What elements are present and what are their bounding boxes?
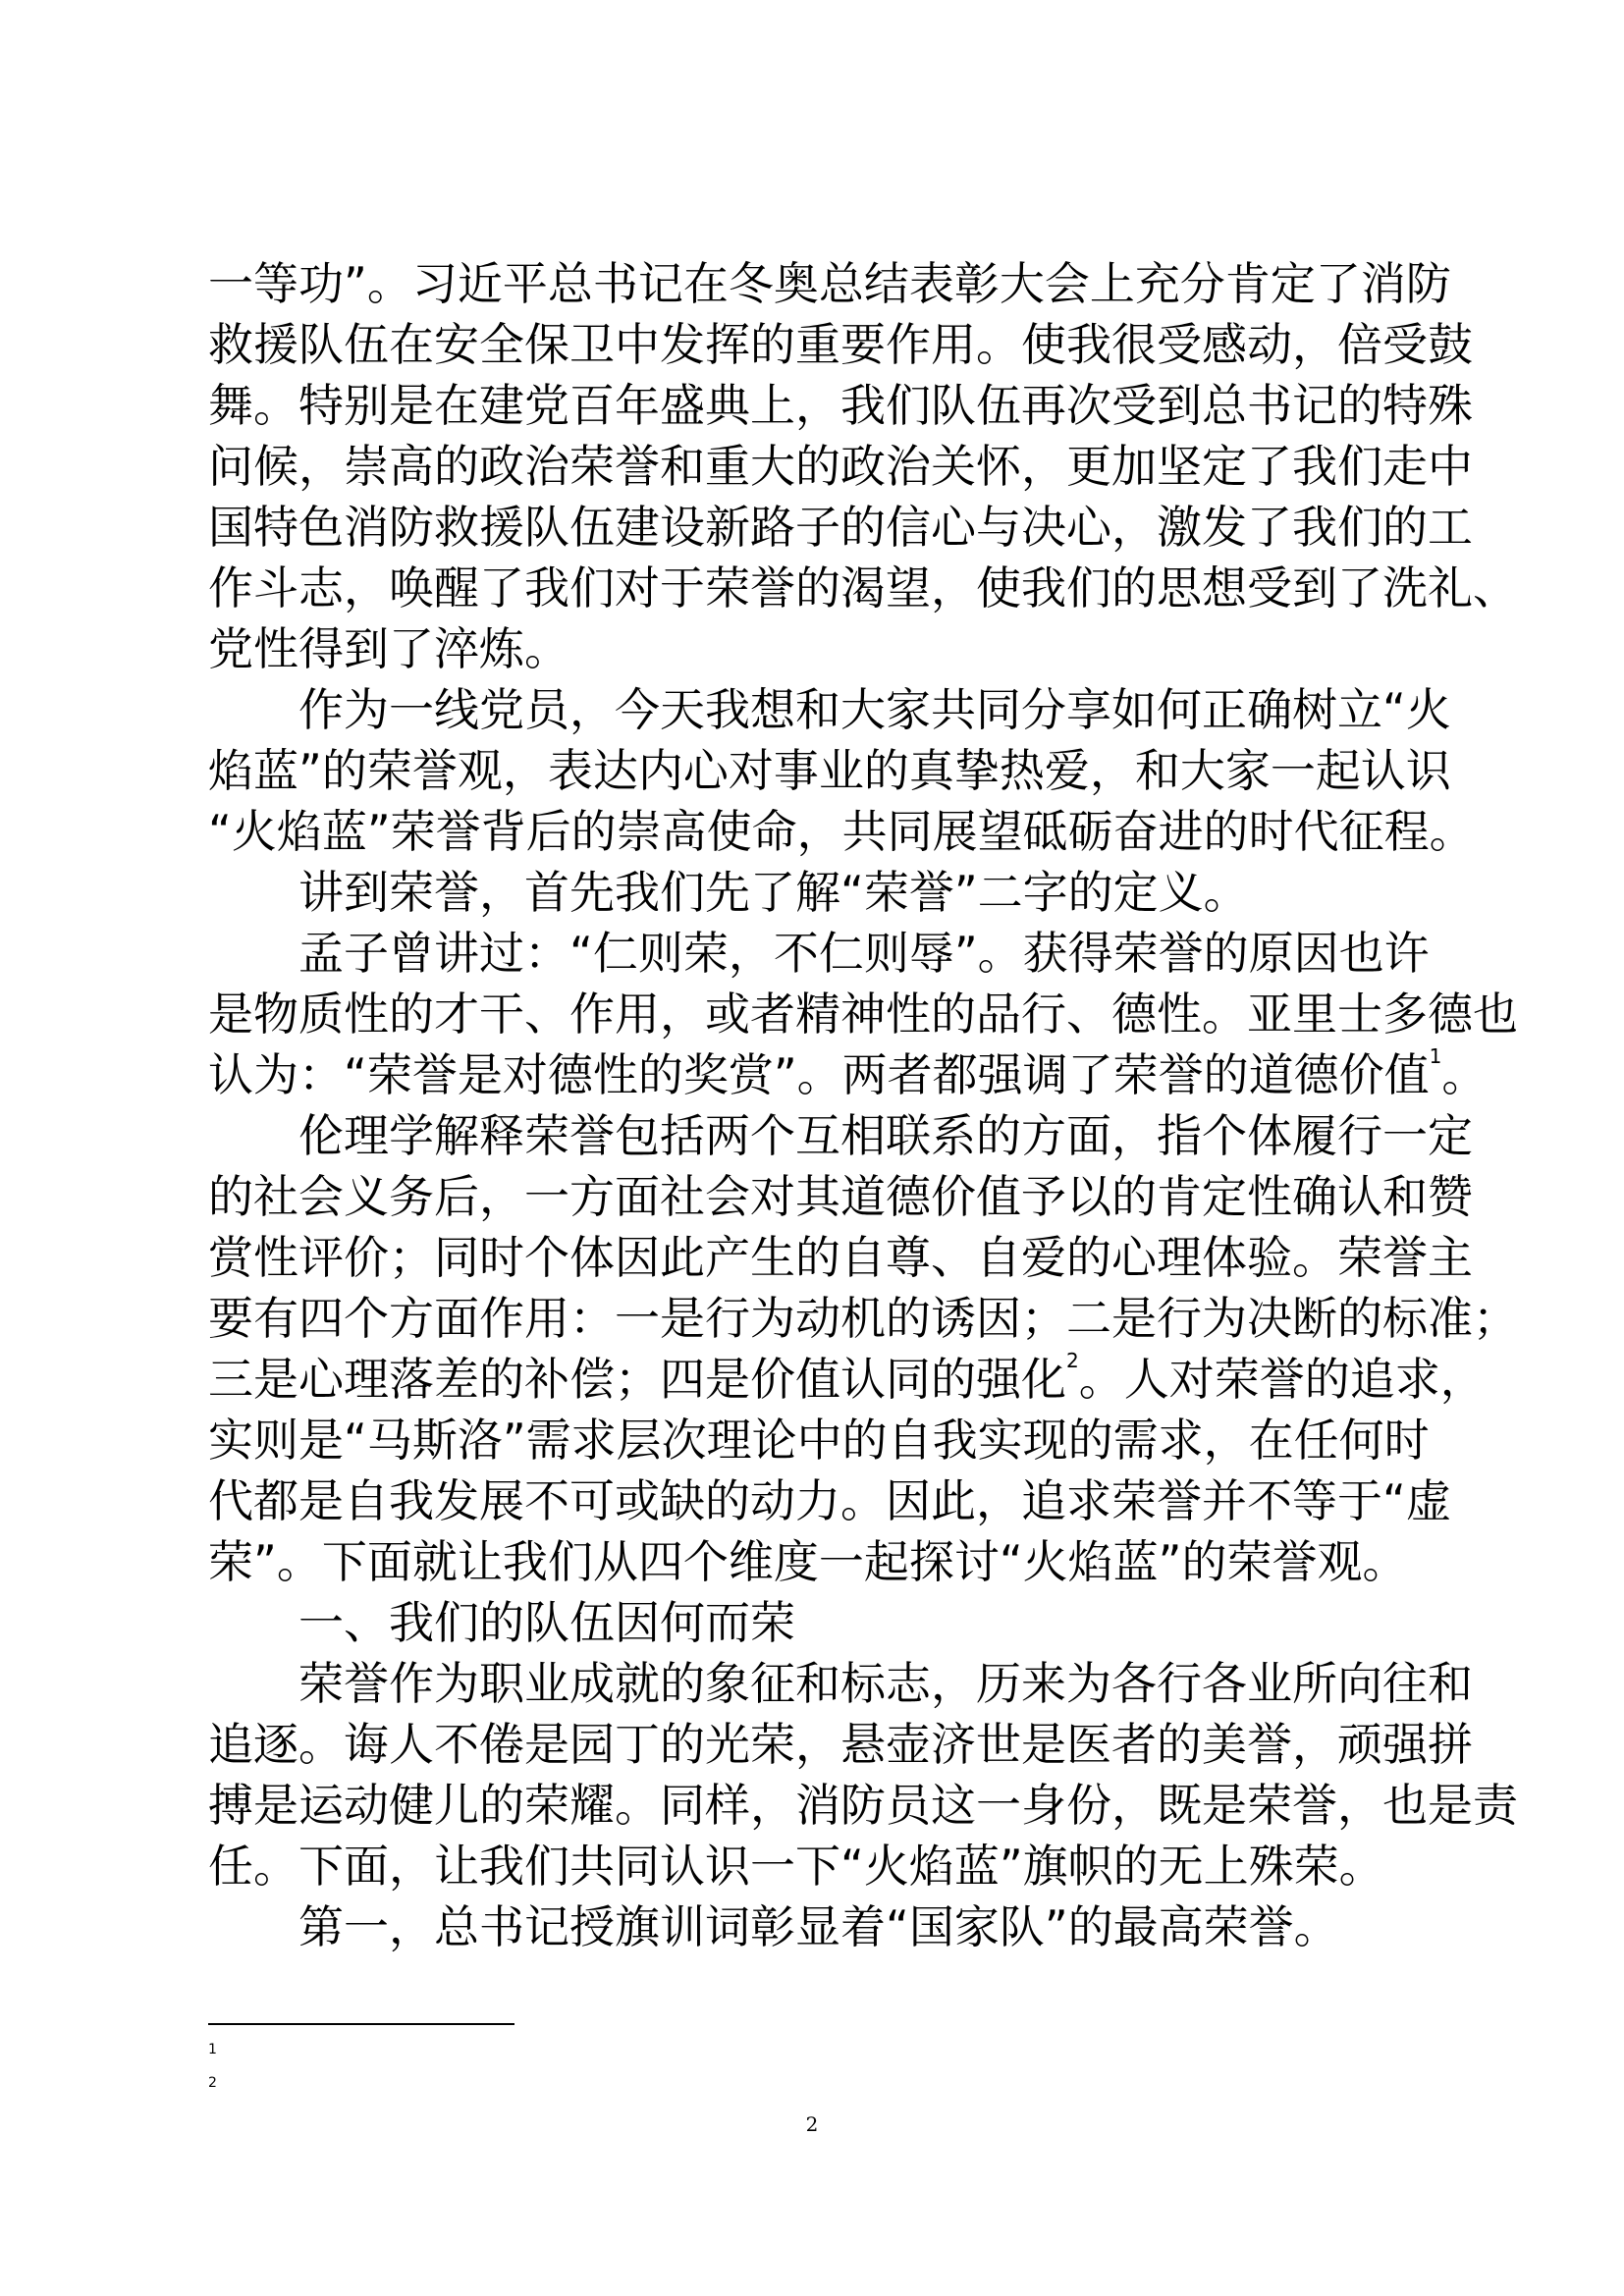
text-line: 舞。特别是在建党百年盛典上，我们队伍再次受到总书记的特殊 (208, 379, 1473, 432)
text-line: 党性得到了淬炼。 (208, 622, 569, 675)
text-line: 作斗志，唤醒了我们对于荣誉的渴望，使我们的思想受到了洗礼、 (208, 561, 1518, 614)
text-line: 搏是运动健儿的荣耀。同样，消防员这一身份，既是荣誉，也是责 (208, 1779, 1518, 1832)
paragraph-start-line: 荣誉作为职业成就的象征和标志，历来为各行各业所向往和 (298, 1657, 1473, 1710)
text-line: 任。下面，让我们共同认识一下“火焰蓝”旗帜的无上殊荣。 (208, 1840, 1384, 1893)
paragraph-start-line: 讲到荣誉，首先我们先了解“荣誉”二字的定义。 (298, 866, 1249, 919)
text-segment: 认为：“荣誉是对德性的奖赏”。两者都强调了荣誉的道德价值 (208, 1048, 1430, 1101)
text-line: 一等功”。习近平总书记在冬奥总结表彰大会上充分肯定了消防 (208, 257, 1451, 310)
paragraph-start-line: 伦理学解释荣誉包括两个互相联系的方面，指个体履行一定 (298, 1109, 1473, 1162)
text-line: 国特色消防救援队伍建设新路子的信心与决心，激发了我们的工 (208, 501, 1473, 554)
footnote-1: 1 (208, 2042, 217, 2057)
text-line: 救援队伍在安全保卫中发挥的重要作用。使我很受感动，倍受鼓 (208, 318, 1473, 371)
paragraph-start-line: 第一，总书记授旗训词彰显着“国家队”的最高荣誉。 (298, 1900, 1339, 1953)
text-line-with-footnote (208, 1349, 1486, 1410)
text-line: 荣”。下面就让我们从四个维度一起探讨“火焰蓝”的荣誉观。 (208, 1535, 1408, 1588)
paragraph-start-line: 孟子曾讲过：“仁则荣，不仁则辱”。获得荣誉的原因也许 (298, 927, 1430, 980)
page-number: 2 (805, 2112, 819, 2136)
text-line: 代都是自我发展不可或缺的动力。因此，追求荣誉并不等于“虚 (208, 1474, 1451, 1527)
text-segment: 三是心理落差的补偿；四是价值认同的强化 (208, 1353, 1066, 1406)
text-line: 焰蓝”的荣誉观，表达内心对事业的真挚热爱，和大家一起认识 (208, 744, 1451, 797)
text-line: 赏性评价；同时个体因此产生的自尊、自爱的心理体验。荣誉主 (208, 1231, 1473, 1284)
text-line: “火焰蓝”荣誉背后的崇高使命，共同展望砥砺奋进的时代征程。 (208, 805, 1475, 858)
paragraph-start-line: 作为一线党员，今天我想和大家共同分享如何正确树立“火 (298, 683, 1451, 736)
text-line: 问候，崇高的政治荣誉和重大的政治关怀，更加坚定了我们走中 (208, 440, 1473, 493)
text-line: 追逐。诲人不倦是园丁的光荣，悬壶济世是医者的美誉，顽强拼 (208, 1718, 1473, 1771)
section-heading: 一、我们的队伍因何而荣 (298, 1596, 795, 1649)
text-line: 实则是“马斯洛”需求层次理论中的自我实现的需求，在任何时 (208, 1414, 1430, 1467)
text-line: 是物质性的才干、作用，或者精神性的品行、德性。亚里士多德也 (208, 988, 1518, 1041)
footnote-2: 2 (208, 2075, 217, 2091)
text-segment: 。 (1441, 1048, 1488, 1101)
text-line: 的社会义务后，一方面社会对其道德价值予以的肯定性确认和赞 (208, 1170, 1473, 1223)
footnote-ref-1[interactable]: 1 (1429, 1044, 1442, 1068)
footnote-ref-2[interactable]: 2 (1066, 1349, 1079, 1372)
text-segment: 。人对荣誉的追求， (1078, 1353, 1486, 1406)
body-text (208, 253, 1518, 1957)
text-line-with-footnote (208, 1044, 1488, 1105)
footnote-separator (208, 2023, 514, 2025)
text-line: 要有四个方面作用：一是行为动机的诱因；二是行为决断的标准； (208, 1292, 1518, 1345)
